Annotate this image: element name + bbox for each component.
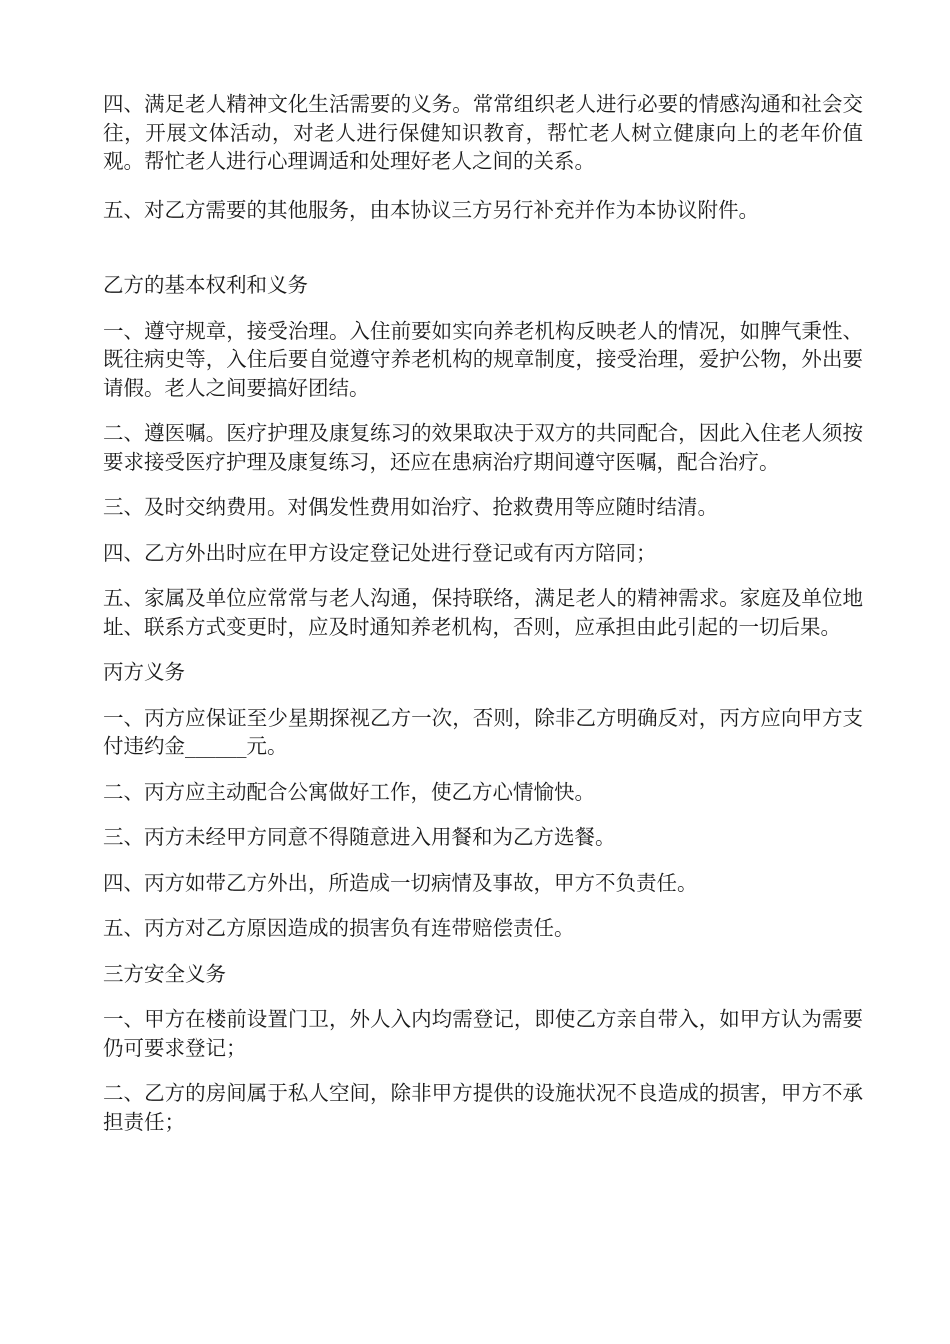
paragraph: 二、遵医嘱。医疗护理及康复练习的效果取决于双方的共同配合，因此入住老人须按要求接受医疗护理及康复练习，还应在患病治疗期间遵守医嘱，配合治疗。 xyxy=(103,421,863,474)
section-heading: 三方安全义务 xyxy=(103,961,226,986)
paragraph: 五、丙方对乙方原因造成的损害负有连带赔偿责任。 xyxy=(103,916,575,940)
paragraph: 四、丙方如带乙方外出，所造成一切病情及事故，甲方不负责任。 xyxy=(103,870,698,895)
paragraph: 三、丙方未经甲方同意不得随意进入用餐和为乙方选餐。 xyxy=(103,825,616,849)
section-heading: 乙方的基本权利和义务 xyxy=(103,273,308,297)
paragraph: 三、及时交纳费用。对偶发性费用如治疗、抢救费用等应随时结清。 xyxy=(103,495,718,519)
paragraph: 二、丙方应主动配合公寓做好工作，使乙方心情愉快。 xyxy=(103,779,595,804)
paragraph: 四、乙方外出时应在甲方设定登记处进行登记或有丙方陪同； xyxy=(103,540,657,565)
paragraph: 四、满足老人精神文化生活需要的义务。常常组织老人进行必要的情感沟通和社会交往，开展文体活动，对老人进行保健知识教育，帮忙老人树立健康向上的老年价值观。帮忙老人进行心理调适和处理好老人之间的关系。 xyxy=(103,92,863,173)
paragraph: 五、家属及单位应常常与老人沟通，保持联络，满足老人的精神需求。家庭及单位地址、联系方式变更时，应及时通知养老机构，否则，应承担由此引起的一切后果。 xyxy=(103,586,863,639)
paragraph: 一、甲方在楼前设置门卫，外人入内均需登记，即使乙方亲自带入，如甲方认为需要仍可要求登记； xyxy=(103,1007,863,1060)
paragraph: 一、遵守规章，接受治理。入住前要如实向养老机构反映老人的情况，如脾气秉性、既往病史等，入住后要自觉遵守养老机构的规章制度，接受治理，爱护公物，外出要请假。老人之间要搞好团结。 xyxy=(103,318,863,400)
paragraph: 一、丙方应保证至少星期探视乙方一次，否则，除非乙方明确反对，丙方应向甲方支付违约金______元。 xyxy=(103,705,863,758)
section-heading: 丙方义务 xyxy=(103,660,185,684)
document-page xyxy=(103,90,863,1136)
paragraph: 二、乙方的房间属于私人空间，除非甲方提供的设施状况不良造成的损害，甲方不承担责任； xyxy=(103,1081,863,1134)
paragraph: 五、对乙方需要的其他服务，由本协议三方另行补充并作为本协议附件。 xyxy=(103,197,759,222)
